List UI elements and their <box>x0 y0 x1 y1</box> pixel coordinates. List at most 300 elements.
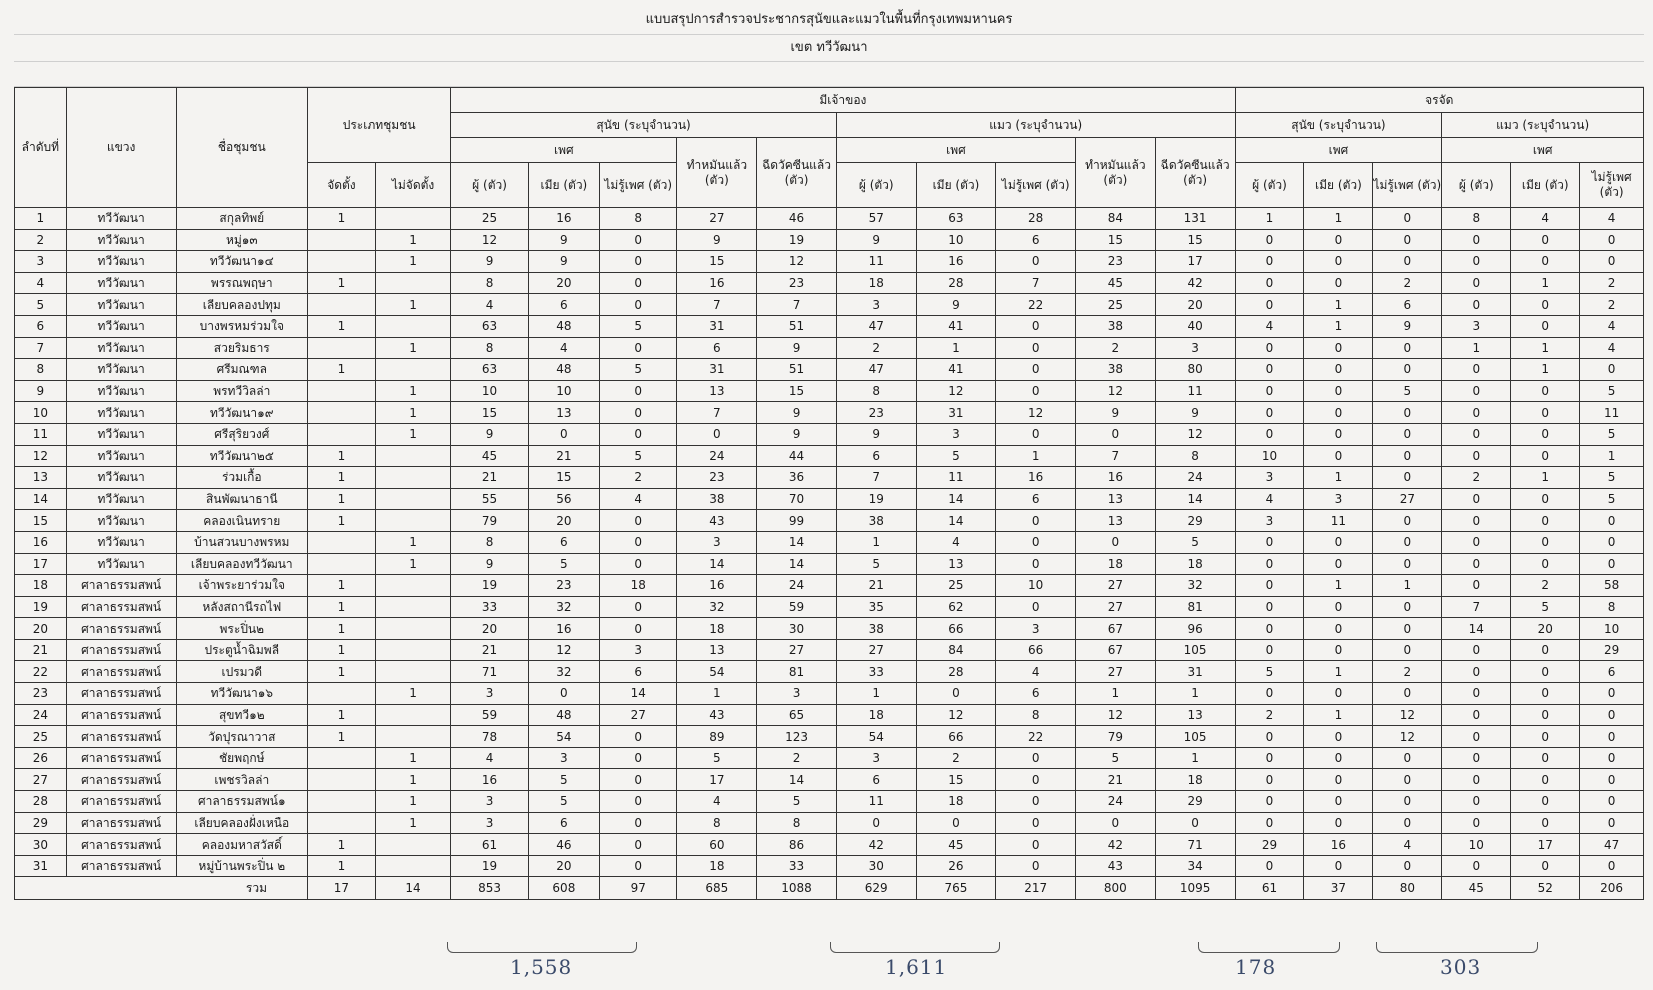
header-unregistered: ไม่จัดตั้ง <box>375 163 450 208</box>
table-cell: 10 <box>15 402 67 424</box>
table-cell: 0 <box>1373 510 1442 532</box>
table-cell: 6 <box>528 812 599 834</box>
table-cell: 0 <box>1235 812 1304 834</box>
table-cell: 4 <box>1580 337 1644 359</box>
table-cell: 19 <box>451 855 529 877</box>
header-subdistrict: แขวง <box>66 88 176 208</box>
table-cell: 1 <box>836 683 916 705</box>
table-cell: 45 <box>1076 272 1156 294</box>
table-cell: 2 <box>1373 661 1442 683</box>
table-cell: 0 <box>1304 726 1373 748</box>
table-cell: 67 <box>1076 618 1156 640</box>
table-cell: 12 <box>1373 726 1442 748</box>
table-cell: 0 <box>1442 553 1511 575</box>
table-cell: 0 <box>1304 531 1373 553</box>
table-cell: ศาลาธรรมสพน์ <box>66 791 176 813</box>
table-cell: 0 <box>1442 251 1511 273</box>
table-cell: ทวีวัฒนา <box>66 445 176 467</box>
table-cell: 9 <box>451 423 529 445</box>
table-cell: 14 <box>916 488 996 510</box>
table-cell: 6 <box>1580 661 1644 683</box>
table-cell: 0 <box>1580 747 1644 769</box>
table-cell: 16 <box>677 575 757 597</box>
table-cell <box>308 294 376 316</box>
table-cell: 12 <box>757 251 837 273</box>
table-cell: 12 <box>916 704 996 726</box>
table-cell: 20 <box>528 855 599 877</box>
table-cell: 24 <box>757 575 837 597</box>
table-cell: 0 <box>996 380 1076 402</box>
table-cell <box>308 229 376 251</box>
table-cell: เลียบคลองปทุม <box>176 294 307 316</box>
table-cell: 0 <box>1304 769 1373 791</box>
table-cell: 0 <box>1304 747 1373 769</box>
table-cell: 0 <box>1235 294 1304 316</box>
table-row <box>15 359 1644 381</box>
table-cell: 0 <box>1442 661 1511 683</box>
table-cell: 1 <box>308 834 376 856</box>
table-cell: 0 <box>1235 618 1304 640</box>
table-cell <box>375 315 450 337</box>
table-cell <box>308 402 376 424</box>
table-row <box>15 683 1644 705</box>
table-cell: 46 <box>528 834 599 856</box>
table-cell: 5 <box>1580 380 1644 402</box>
table-cell: 0 <box>1580 769 1644 791</box>
table-cell: 123 <box>757 726 837 748</box>
header-owned-cat-unknown: ไม่รู้เพศ (ตัว) <box>996 163 1076 208</box>
table-cell: 0 <box>1511 704 1580 726</box>
table-cell: 1 <box>1304 467 1373 489</box>
table-cell: 15 <box>451 402 529 424</box>
total-cell: 45 <box>1442 877 1511 900</box>
table-cell: 9 <box>677 229 757 251</box>
table-row <box>15 510 1644 532</box>
owned-cat-brace <box>830 942 1000 953</box>
table-cell <box>375 510 450 532</box>
table-cell: 0 <box>996 834 1076 856</box>
survey-sheet <box>14 6 1644 900</box>
table-cell: 61 <box>451 834 529 856</box>
table-cell: 2 <box>916 747 996 769</box>
table-cell: 38 <box>677 488 757 510</box>
table-cell: 31 <box>15 855 67 877</box>
table-cell: ทวีวัฒนา <box>66 294 176 316</box>
table-cell: 21 <box>836 575 916 597</box>
table-cell: 8 <box>1442 208 1511 230</box>
table-row <box>15 423 1644 445</box>
table-cell: 7 <box>677 294 757 316</box>
table-cell: 0 <box>1373 747 1442 769</box>
table-cell: 18 <box>1155 553 1235 575</box>
table-cell: 0 <box>1511 294 1580 316</box>
table-cell: 6 <box>996 488 1076 510</box>
table-cell: 0 <box>1442 488 1511 510</box>
header-stray: จรจัด <box>1235 88 1643 113</box>
table-cell: ศาลาธรรมสพน์ <box>66 812 176 834</box>
table-cell: 14 <box>916 510 996 532</box>
table-cell: 0 <box>916 683 996 705</box>
table-cell: 12 <box>1076 380 1156 402</box>
owned-dog-brace <box>447 942 637 953</box>
table-cell: 1 <box>308 445 376 467</box>
header-owned-dog-male: ผู้ (ตัว) <box>451 163 529 208</box>
table-cell: 16 <box>451 769 529 791</box>
table-cell: 41 <box>916 315 996 337</box>
table-cell: 0 <box>1511 380 1580 402</box>
table-cell: 14 <box>677 553 757 575</box>
table-cell: ทวีวัฒนา <box>66 402 176 424</box>
table-cell: 0 <box>1373 769 1442 791</box>
table-cell: 0 <box>1373 596 1442 618</box>
total-row <box>15 877 1644 900</box>
table-cell: 10 <box>528 380 599 402</box>
table-cell: 12 <box>451 229 529 251</box>
table-cell: 19 <box>451 575 529 597</box>
table-cell: 1 <box>375 531 450 553</box>
table-cell: 0 <box>1076 812 1156 834</box>
table-cell: 17 <box>15 553 67 575</box>
table-cell: 3 <box>1235 467 1304 489</box>
table-cell: 1 <box>375 791 450 813</box>
table-cell: 18 <box>836 272 916 294</box>
table-cell: 5 <box>1580 423 1644 445</box>
table-cell: 8 <box>836 380 916 402</box>
table-cell: 63 <box>916 208 996 230</box>
table-cell: 21 <box>451 467 529 489</box>
table-cell: 31 <box>916 402 996 424</box>
table-cell: 38 <box>1076 315 1156 337</box>
table-cell: 3 <box>1235 510 1304 532</box>
table-cell: 2 <box>599 467 677 489</box>
table-cell: 9 <box>15 380 67 402</box>
table-cell: 0 <box>1442 575 1511 597</box>
table-cell: 33 <box>451 596 529 618</box>
table-cell: 33 <box>836 661 916 683</box>
table-cell: 0 <box>1304 380 1373 402</box>
table-cell: 1 <box>1511 337 1580 359</box>
table-cell: 15 <box>757 380 837 402</box>
table-cell: 5 <box>677 747 757 769</box>
table-cell: 0 <box>599 251 677 273</box>
table-cell: 1 <box>308 855 376 877</box>
table-cell: 4 <box>1511 208 1580 230</box>
table-cell: 66 <box>996 639 1076 661</box>
table-cell <box>308 791 376 813</box>
table-cell: 6 <box>528 531 599 553</box>
table-cell: 0 <box>1304 445 1373 467</box>
table-cell: ศรีมณฑล <box>176 359 307 381</box>
table-cell: 1 <box>1511 467 1580 489</box>
table-cell: 4 <box>1235 488 1304 510</box>
table-cell: 0 <box>599 272 677 294</box>
handwritten-stray-cats: 303 <box>1440 955 1482 979</box>
total-cell: 61 <box>1235 877 1304 900</box>
table-cell: 81 <box>1155 596 1235 618</box>
total-cell: 1095 <box>1155 877 1235 900</box>
table-cell: 0 <box>1235 683 1304 705</box>
table-cell: 17 <box>1155 251 1235 273</box>
table-cell: 0 <box>1235 769 1304 791</box>
table-cell <box>375 834 450 856</box>
table-cell: 7 <box>1442 596 1511 618</box>
table-cell: 18 <box>15 575 67 597</box>
table-cell: 0 <box>1235 855 1304 877</box>
table-cell: 0 <box>1580 855 1644 877</box>
table-cell: 1 <box>1511 359 1580 381</box>
table-row <box>15 251 1644 273</box>
table-body <box>15 208 1644 877</box>
table-cell: 9 <box>451 553 529 575</box>
table-cell: 3 <box>677 531 757 553</box>
table-cell: ทวีวัฒนา <box>66 423 176 445</box>
table-cell: 6 <box>836 445 916 467</box>
table-cell: 12 <box>528 639 599 661</box>
table-cell: 0 <box>599 791 677 813</box>
table-cell <box>375 445 450 467</box>
table-cell: ศาลาธรรมสพน์ <box>66 769 176 791</box>
table-cell: 0 <box>1442 683 1511 705</box>
table-cell: 0 <box>1304 251 1373 273</box>
table-cell: 4 <box>15 272 67 294</box>
table-cell: 20 <box>1511 618 1580 640</box>
table-cell: 70 <box>757 488 837 510</box>
table-cell: 55 <box>451 488 529 510</box>
table-cell: 3 <box>1304 488 1373 510</box>
table-cell: 12 <box>916 380 996 402</box>
table-cell: 32 <box>528 661 599 683</box>
table-cell: 3 <box>599 639 677 661</box>
table-cell: 3 <box>916 423 996 445</box>
table-cell: 5 <box>599 315 677 337</box>
total-cell: 608 <box>528 877 599 900</box>
table-cell: 0 <box>1580 510 1644 532</box>
header-registered: จัดตั้ง <box>308 163 376 208</box>
table-cell: 4 <box>599 488 677 510</box>
table-cell: 29 <box>1580 639 1644 661</box>
table-cell: สินพัฒนาธานี <box>176 488 307 510</box>
table-cell: 0 <box>1511 229 1580 251</box>
table-cell: 3 <box>451 812 529 834</box>
table-cell: 105 <box>1155 639 1235 661</box>
table-cell: 8 <box>451 531 529 553</box>
table-cell: 3 <box>836 747 916 769</box>
table-cell: 42 <box>836 834 916 856</box>
table-cell: 1 <box>308 315 376 337</box>
table-cell: 1 <box>375 251 450 273</box>
table-cell: 48 <box>528 359 599 381</box>
table-cell: 1 <box>15 208 67 230</box>
table-cell: 26 <box>916 855 996 877</box>
table-cell: 0 <box>1511 423 1580 445</box>
table-cell: พรรณพฤษา <box>176 272 307 294</box>
table-cell: 36 <box>757 467 837 489</box>
table-row <box>15 639 1644 661</box>
table-cell: 1 <box>308 596 376 618</box>
header-owned-dog-vaccinated: ฉีดวัคซีนแล้ว (ตัว) <box>757 138 837 208</box>
table-cell: 0 <box>996 359 1076 381</box>
table-row <box>15 704 1644 726</box>
table-cell: 29 <box>15 812 67 834</box>
table-cell: 2 <box>1442 467 1511 489</box>
table-cell: 7 <box>996 272 1076 294</box>
table-cell: 3 <box>451 791 529 813</box>
table-cell: บางพรหมร่วมใจ <box>176 315 307 337</box>
table-cell: 9 <box>1155 402 1235 424</box>
table-cell: เลียบคลองฝั่งเหนือ <box>176 812 307 834</box>
table-cell: 57 <box>836 208 916 230</box>
table-cell: 19 <box>757 229 837 251</box>
table-cell: 0 <box>996 251 1076 273</box>
table-cell: 5 <box>1580 467 1644 489</box>
table-row <box>15 769 1644 791</box>
table-cell: ทวีวัฒนา <box>66 229 176 251</box>
table-cell: 22 <box>996 294 1076 316</box>
header-stray-dog-female: เมีย (ตัว) <box>1304 163 1373 208</box>
table-cell: 0 <box>1580 229 1644 251</box>
table-cell: 26 <box>15 747 67 769</box>
header-owned-cat-sex: เพศ <box>836 138 1075 163</box>
table-cell: 45 <box>451 445 529 467</box>
table-cell: 40 <box>1155 315 1235 337</box>
table-cell: 8 <box>1155 445 1235 467</box>
total-cell: 685 <box>677 877 757 900</box>
table-cell: 1 <box>308 488 376 510</box>
table-cell: 0 <box>1442 812 1511 834</box>
table-cell: ศาลาธรรมสพน์๑ <box>176 791 307 813</box>
table-cell: 66 <box>916 726 996 748</box>
table-cell: 42 <box>1076 834 1156 856</box>
table-cell: 12 <box>1155 423 1235 445</box>
table-cell: 0 <box>599 294 677 316</box>
table-cell: 31 <box>1155 661 1235 683</box>
table-cell: 13 <box>528 402 599 424</box>
table-cell: 0 <box>1235 553 1304 575</box>
table-cell: 0 <box>1235 639 1304 661</box>
header-owned-cat-female: เมีย (ตัว) <box>916 163 996 208</box>
table-cell: 8 <box>599 208 677 230</box>
table-cell: 1 <box>308 467 376 489</box>
table-cell: 0 <box>1373 531 1442 553</box>
table-cell: หมู่๑๓ <box>176 229 307 251</box>
table-cell: 0 <box>599 855 677 877</box>
table-cell: 13 <box>1076 510 1156 532</box>
table-cell: 15 <box>1155 229 1235 251</box>
table-cell <box>308 380 376 402</box>
table-cell: 0 <box>1235 380 1304 402</box>
table-cell: 43 <box>677 510 757 532</box>
table-cell: 15 <box>528 467 599 489</box>
table-cell: 0 <box>1511 488 1580 510</box>
table-cell: 1 <box>1304 315 1373 337</box>
table-cell: 15 <box>1076 229 1156 251</box>
table-cell: 9 <box>528 229 599 251</box>
table-cell: 0 <box>1304 337 1373 359</box>
table-cell: 28 <box>916 272 996 294</box>
table-cell: ทวีวัฒนา <box>66 467 176 489</box>
table-cell: 1 <box>308 661 376 683</box>
table-cell: 48 <box>528 704 599 726</box>
table-cell: 0 <box>1373 791 1442 813</box>
table-cell: 11 <box>1155 380 1235 402</box>
table-cell: 0 <box>528 423 599 445</box>
table-cell: 63 <box>451 359 529 381</box>
table-cell <box>375 488 450 510</box>
table-cell: 27 <box>836 639 916 661</box>
table-cell <box>375 855 450 877</box>
table-cell: 0 <box>1235 251 1304 273</box>
table-cell: 27 <box>1076 575 1156 597</box>
table-cell: 96 <box>1155 618 1235 640</box>
district-title: เขต ทวีวัฒนา <box>14 35 1644 62</box>
table-cell: 18 <box>599 575 677 597</box>
table-cell: 0 <box>1304 272 1373 294</box>
table-cell: 1 <box>1155 747 1235 769</box>
table-cell: 0 <box>1511 747 1580 769</box>
table-cell: 58 <box>1580 575 1644 597</box>
table-cell: 43 <box>677 704 757 726</box>
table-cell: 0 <box>1511 553 1580 575</box>
table-cell: เลียบคลองทวีวัฒนา <box>176 553 307 575</box>
table-cell: 1 <box>375 769 450 791</box>
table-cell: 51 <box>757 315 837 337</box>
table-cell: 4 <box>1580 208 1644 230</box>
table-row <box>15 661 1644 683</box>
table-cell: 54 <box>836 726 916 748</box>
table-cell: 0 <box>996 769 1076 791</box>
table-row <box>15 272 1644 294</box>
table-cell: 0 <box>1442 294 1511 316</box>
table-cell: 23 <box>1076 251 1156 273</box>
sheet-title: แบบสรุปการสำรวจประชากรสุนัขและแมวในพื้นที่กรุงเทพมหานคร <box>14 6 1644 35</box>
table-cell: 0 <box>677 423 757 445</box>
table-cell: 9 <box>1076 402 1156 424</box>
table-cell: 4 <box>996 661 1076 683</box>
header-stray-cat-male: ผู้ (ตัว) <box>1442 163 1511 208</box>
table-cell: 27 <box>15 769 67 791</box>
table-cell: 30 <box>836 855 916 877</box>
table-cell: 105 <box>1155 726 1235 748</box>
table-cell: 10 <box>916 229 996 251</box>
table-cell: 0 <box>1304 229 1373 251</box>
table-cell: 10 <box>1442 834 1511 856</box>
header-stray-cat-unknown: ไม่รู้เพศ (ตัว) <box>1580 163 1644 208</box>
table-cell: 0 <box>1511 855 1580 877</box>
table-cell: 0 <box>1373 359 1442 381</box>
table-cell: 30 <box>757 618 837 640</box>
table-cell: 0 <box>599 531 677 553</box>
table-cell: 6 <box>1373 294 1442 316</box>
table-cell: 27 <box>1373 488 1442 510</box>
table-cell: 0 <box>1511 639 1580 661</box>
table-cell: 16 <box>1076 467 1156 489</box>
table-cell: 78 <box>451 726 529 748</box>
table-cell: ทวีวัฒนา <box>66 315 176 337</box>
table-cell: 2 <box>836 337 916 359</box>
table-cell: 3 <box>1442 315 1511 337</box>
table-cell: คลองเนินทราย <box>176 510 307 532</box>
table-cell: 3 <box>15 251 67 273</box>
table-cell: 29 <box>1235 834 1304 856</box>
table-cell: 15 <box>15 510 67 532</box>
table-cell: 47 <box>836 315 916 337</box>
table-cell: 15 <box>916 769 996 791</box>
table-cell: 0 <box>1373 208 1442 230</box>
table-cell: 5 <box>1511 596 1580 618</box>
header-owned-cat: แมว (ระบุจำนวน) <box>836 113 1235 138</box>
table-cell: 20 <box>451 618 529 640</box>
table-cell: 0 <box>599 812 677 834</box>
